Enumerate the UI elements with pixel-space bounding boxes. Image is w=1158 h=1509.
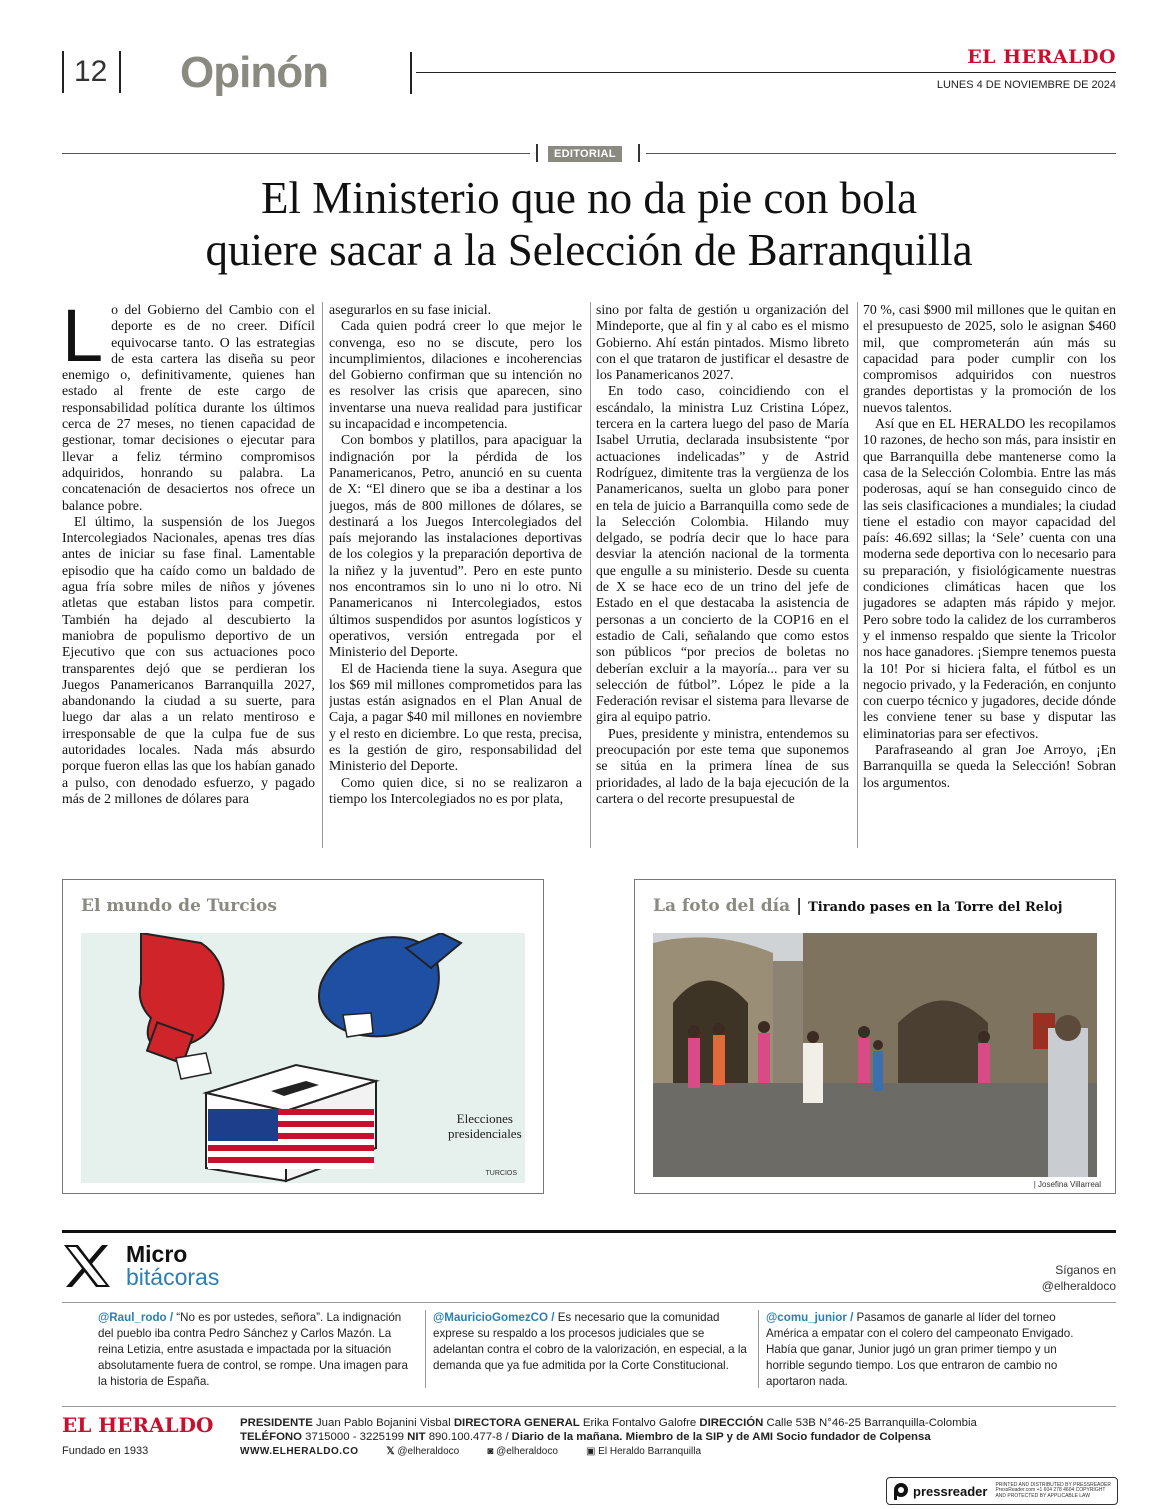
value: Juan Pablo Bojanini Visbal (312, 1417, 454, 1429)
cartoon-drawing (81, 933, 525, 1183)
article-column-1 (62, 302, 315, 850)
tweet-text: Pasamos de ganarle al líder del torneo América a empatar con el colero del campeonato Envigado. Había que ganar, Junior jugó un gran primer tiempo y un horrible segundo tiempo. Los que entraron de cambio no aportaron nada. (766, 1311, 1074, 1388)
label: NIT (407, 1431, 426, 1443)
divider (410, 52, 412, 94)
paragraph: Pues, presidente y ministra, entendemos su preocupación por este tema que suponemos se sitúa en la primera línea de sus prioridades, al lado de la baja ejecución de la cartera o del recorte presupuestal de (596, 725, 849, 806)
pressreader-label: pressreader (913, 1483, 988, 1499)
header-rule (416, 72, 1116, 73)
drop-cap: L (62, 302, 104, 377)
issue-date: LUNES 4 DE NOVIEMBRE DE 2024 (936, 79, 1116, 91)
paragraph: En todo caso, coincidiendo con el escándalo, la ministra Luz Cristina López, tercera en la cartera luego del paso de María Isabel Urrutia, declarada insubsistente “por actuaciones indelicadas” y de Astrid Rodríguez, dimitente tras la vergüenza de los Panamericanos, suelta un globo para poner en tela de juicio a Barranquilla como sede de la Selección Colombia. Hilando muy delgado, se podría decir que lo hace para desviar la atención nacional de la tormenta que engulle a su ministerio. Desde su cuenta de X se hace eco de un trino del jefe de Estado en el que destacaba la asistencia de personas a un concierto de la COP16 en el estadio de Cali, señalando que como estos son públicos “por precios de boletas no deberían excluir a la mayoría... para ver su selección de fútbol”. López le pide a la Federación revisar el sistema para llevarse de gira al equipo patrio. (596, 383, 849, 725)
social-links (240, 1446, 701, 1457)
editorial-tag: EDITORIAL (548, 146, 622, 162)
value: 890.100.477-8 / (425, 1431, 512, 1443)
label: Diario de la mañana. Miembro de la SIP y de AMI Socio fundador de Colpensa (511, 1431, 931, 1443)
separator: | (796, 896, 809, 916)
cartoonist-signature: TURCIOS (485, 1170, 517, 1177)
pressreader-icon (893, 1482, 909, 1500)
article-body (62, 302, 1116, 850)
photo-credit: | Josefina Villarreal (1033, 1180, 1101, 1189)
value: Calle 53B N°46-25 Barranquilla-Colombia (763, 1417, 977, 1429)
staff-line-2 (240, 1430, 1120, 1444)
column-divider (322, 302, 323, 848)
caption-line: Elecciones (456, 1111, 513, 1126)
paragraph: El de Hacienda tiene la suya. Asegura que los $69 mil millones comprometidos para las justas están asignados en el Plan Anual de Caja, a pagar $40 mil millones en noviembre y el resto en diciembre. Lo que resta, precisa, es la gestión de giro, responsabilidad del Ministerio del Deporte. (329, 660, 582, 774)
divider (119, 51, 121, 93)
tweet-handle[interactable]: @Raul_rodo / (98, 1311, 174, 1324)
cartoon-box (62, 879, 544, 1194)
label: DIRECTORA GENERAL (453, 1417, 580, 1429)
tweet (98, 1310, 418, 1390)
paragraph: Como quien dice, si no se realizaron a tiempo los Intercolegiados no es por plata, (329, 774, 582, 806)
paragraph: sino por falta de gestión u organización del Mindeporte, que al fin y al cabo es el mismo Gobierno. Ahí están pintados. Mismo libreto con el que trataron de justificar el desastre de los Panamericanos 2027. (596, 302, 849, 383)
staff-info (240, 1416, 1120, 1444)
tweet-text: “No es por ustedes, señora”. La indignación del pueblo iba contra Pedro Sánchez y Carlos Mazón. La reina Letizia, entre asustada e impactada por la situación absolutamente fuera de control, se rompe. Una imagen para la historia de España. (98, 1311, 408, 1388)
paragraph: El último, la suspensión de los Juegos Intercolegiados Nacionales, apenas tres días antes de iniciar su fase final. Lamentable episodio que ha caído como un baldado de agua fría sobre miles de niños y jóvenes atletas que estaban listos para competir. También ha dejado al descubierto la maniobra de populismo deportivo de un Ejecutivo que con sus actuaciones poco transparentes dejó que se perdieran los Juegos Panamericanos Barranquilla 2027, abandonando la ciudad a su suerte, para luego dar alas a un relato mentiroso e irresponsable de que la culpa fue de sus autoridades locales. Nada más absurdo porque fueron ellas las que los habían ganado a pulso, con denodado esfuerzo, y pagado más de 2 millones de dólares para (62, 513, 315, 806)
article-column-2 (329, 302, 582, 850)
founded-note: Fundado en 1933 (62, 1445, 149, 1457)
tweet-handle[interactable]: @comu_junior / (766, 1311, 854, 1324)
headline-line: quiere sacar a la Selección de Barranquilla (205, 225, 973, 275)
photo-title (653, 896, 1062, 916)
facebook-link[interactable] (586, 1446, 701, 1457)
rule (646, 153, 1116, 154)
value: Erika Fontalvo Galofre (579, 1417, 700, 1429)
micro-title: Micro (126, 1241, 188, 1267)
staff-line-1 (240, 1416, 1120, 1430)
follow-handle[interactable]: @elheraldoco (1041, 1279, 1116, 1293)
label: PRESIDENTE (240, 1417, 313, 1429)
x-logo-icon (62, 1243, 112, 1289)
divider (638, 144, 640, 162)
label: TELÉFONO (240, 1431, 303, 1443)
column-divider (758, 1310, 759, 1388)
footer-rule (62, 1406, 1116, 1407)
article-column-3 (596, 302, 849, 850)
cartoon-image (81, 933, 525, 1183)
follow-label: Síganos en (1055, 1263, 1116, 1277)
facebook-handle: El Heraldo Barranquilla (598, 1446, 702, 1457)
caption-line: presidenciales (448, 1126, 522, 1141)
divider (536, 144, 538, 162)
tweet (766, 1310, 1086, 1390)
paragraph: asegurarlos en su fase inicial. (329, 302, 492, 317)
facebook-icon: ▣ (585, 1446, 599, 1457)
cartoon-title: El mundo de Turcios (81, 896, 277, 916)
paragraph: Así que en EL HERALDO les recopilamos 10 razones, de hecho son más, para insistir en que Barranquilla debe mantenerse como la casa de la Selección Colombia. Entre las más poderosas, aquí se han conseguido cinco de las seis clasificaciones a mundiales; la ciudad tiene el estadio con mayor capacidad del país: 46.692 sillas; la ‘Sele’ cuenta con una moderna sede deportiva con lo necesario para su preparación, y fisiológicamente nuestras condiciones climáticas hacen que los jugadores se adapten más rápido y mejor. Pero sobre todo la calidez de los curramberos y el inmenso respaldo que siente la Tricolor nos hace ganadores. ¡Siempre tenemos puesta la 10! Por si hiciera falta, el fútbol es un negocio privado, y la Federación, en conjunto con cuerpo técnico y jugadores, decide dónde les conviene tener su base y disputar las eliminatorias para ser efectivos. (863, 416, 1116, 741)
tweet-text: Es necesario que la comunidad exprese su respaldo a los procesos judiciales que se adelantan contra el cobro de la valorización, en especial, a la demanda que ya fue admitida por la Corte Constitucional. (433, 1311, 747, 1372)
paragraph: Parafraseando al gran Joe Arroyo, ¡En Barranquilla se queda la Selección! Sobran los argumentos. (863, 742, 1116, 790)
photo-subtitle: Tirando pases en la Torre del Reloj (808, 900, 1063, 915)
page-number-block (62, 50, 121, 94)
x-handle: @elheraldoco (397, 1446, 460, 1457)
column-divider (425, 1310, 426, 1388)
section-title: Opinón (180, 48, 328, 97)
tweet-handle[interactable]: @MauricioGomezCO / (433, 1311, 555, 1324)
pressreader-badge[interactable] (886, 1477, 1118, 1505)
rule (62, 153, 530, 154)
x-link[interactable] (387, 1446, 460, 1457)
x-icon: 𝕏 (386, 1446, 398, 1457)
paragraph: o del Gobierno del Cambio con el deporte es de no creer. Difícil equivocarse tanto. O las estrategias de esta cartera las diseña su peor enemigo o, definitivamente, quienes han estado al frente de este cargo de responsabilidad política durante los últimos cerca de 27 meses, no tienen capacidad de gestionar, tomar decisiones o ejecutar para llevar a feliz término compromisos adquiridos, honrando su palabra. La concatenación de desaciertos nos ofrece un balance pobre. (62, 302, 315, 513)
article-column-4 (863, 302, 1116, 850)
micro-subtitle: bitácoras (126, 1264, 220, 1290)
instagram-link[interactable] (487, 1446, 558, 1457)
photo-drawing (653, 933, 1097, 1177)
column-divider (590, 302, 591, 848)
footer-masthead-logo: EL HERALDO (62, 1413, 214, 1437)
instagram-handle: @elheraldoco (496, 1446, 558, 1457)
page-number: 12 (74, 55, 108, 88)
follow-us (1042, 1262, 1116, 1294)
paragraph: Cada quien podrá creer lo que mejor le convenga, eso no se discute, pero los incumplimientos, dilaciones e incoherencias del Gobierno confirman que su intención no es resolver las crisis que aparecen, sino inventarse una nueva realidad para justificar su incapacidad e incompetencia. (329, 318, 582, 432)
tweet (433, 1310, 753, 1374)
photo-section-label: La foto del día (653, 896, 791, 916)
pressreader-fineprint: PRINTED AND DISTRIBUTED BY PRESSREADER PressReader.com +1 604 278 4604 COPYRIGHT AND PROTECTED BY APPLICABLE LAW (995, 1481, 1111, 1499)
section-rule (62, 1230, 1116, 1233)
instagram-icon: ◙ (487, 1446, 497, 1457)
paragraph: 70 %, casi $900 mil millones que le quitan en el presupuesto de 2025, solo le asignan $460 mil, que comprometerán aún más su capacidad para poder cumplir con los compromisos adquiridos con nuestros grandes deportistas y la promoción de los nuevos talentos. (863, 302, 1116, 415)
masthead-logo: EL HERALDO (967, 46, 1116, 68)
value: 3715000 - 3225199 (302, 1431, 408, 1443)
column-divider (857, 302, 858, 848)
photo-box (634, 879, 1116, 1194)
photo-image (653, 933, 1097, 1177)
headline-line: El Ministerio que no da pie con bola (260, 173, 918, 223)
website-link[interactable]: WWW.ELHERALDO.CO (240, 1446, 359, 1457)
headline (62, 172, 1116, 276)
cartoon-caption (448, 1111, 522, 1141)
rule (62, 1302, 1116, 1303)
paragraph: Con bombos y platillos, para apaciguar la indignación por la pérdida de los Panamericanos, Petro, anunció en su cuenta de X: “El dinero que se iba a destinar a los juegos, más de 800 millones de dólares, se destinará a los Juegos Intercolegiados del país mejorando las instalaciones deportivas de los colegios y la preparación deportiva de la niñez y la juventud”. Pero en este punto nos encontramos sin lo uno ni lo otro. Ni Panamericanos ni Intercolegiados, estos últimos suspendidos por asuntos logísticos y operativos, versión entregada por el Ministerio del Deporte. (329, 432, 582, 660)
label: DIRECCIÓN (699, 1417, 764, 1429)
